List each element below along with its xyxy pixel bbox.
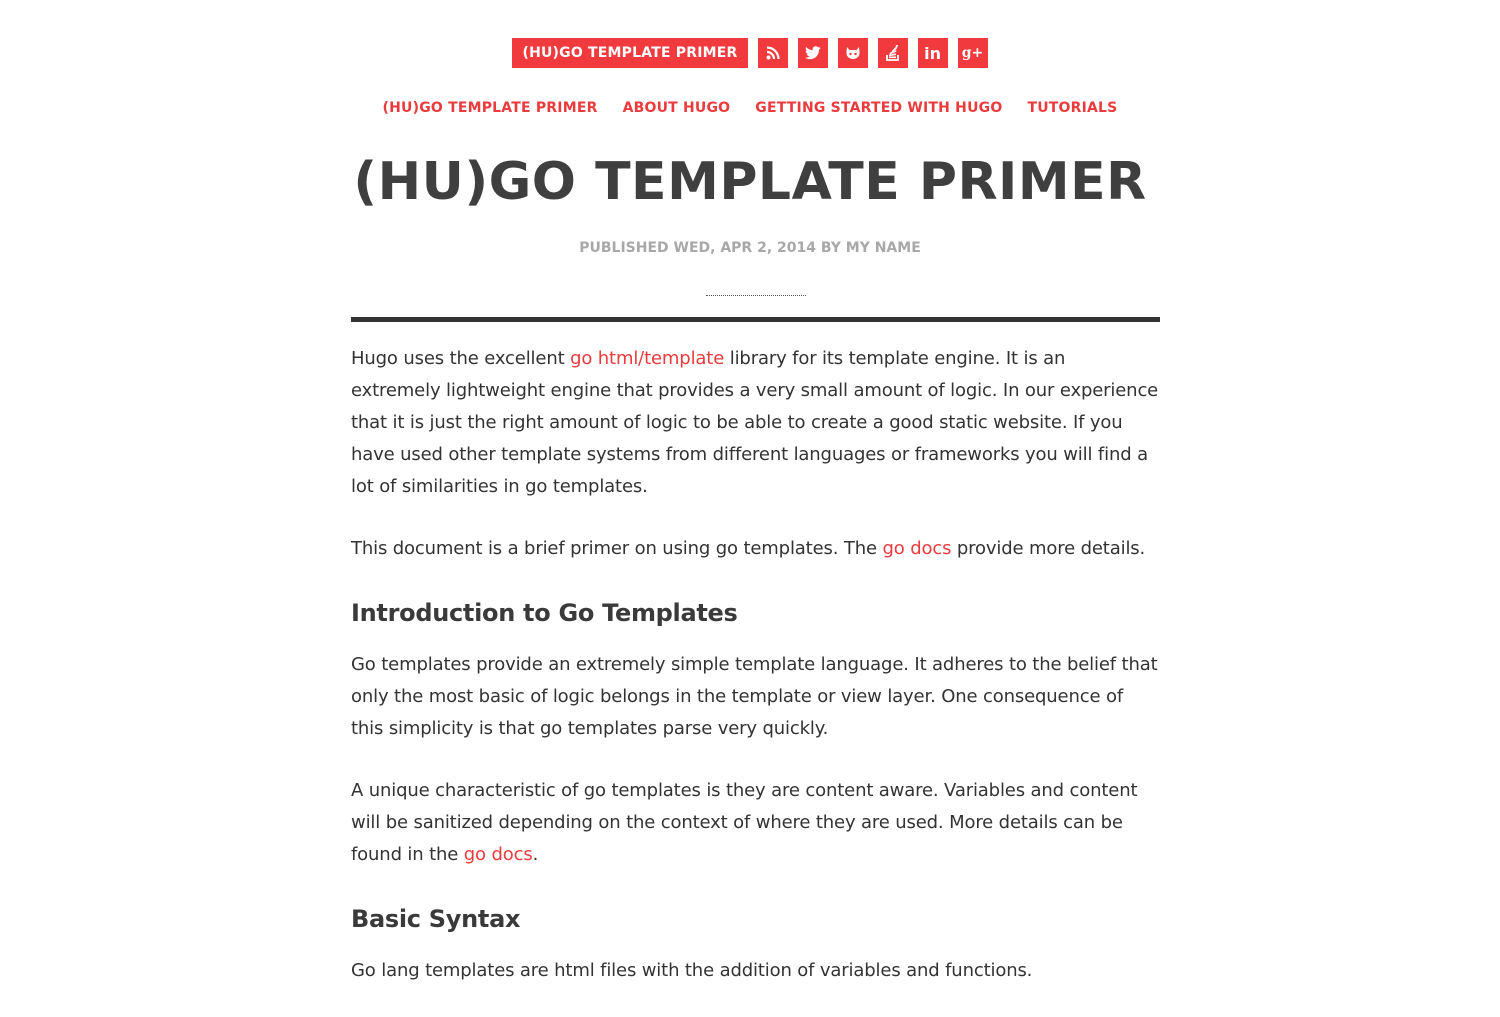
google-plus-icon: g+ <box>961 45 984 61</box>
heading-basic-syntax: Basic Syntax <box>351 905 521 933</box>
github-link[interactable] <box>838 38 868 68</box>
rss-link[interactable] <box>758 38 788 68</box>
top-bar <box>0 38 1500 68</box>
nav-item-template-primer[interactable]: (HU)GO TEMPLATE PRIMER <box>382 100 598 116</box>
twitter-link[interactable] <box>798 38 828 68</box>
linkedin-icon: in <box>924 43 941 63</box>
nav-item-about-hugo[interactable]: ABOUT HUGO <box>622 100 731 116</box>
go-docs-link-2[interactable]: go docs <box>463 844 533 865</box>
header-rule <box>351 317 1160 322</box>
nav-item-getting-started[interactable]: GETTING STARTED WITH HUGO <box>755 100 1003 116</box>
page-title: (HU)GO TEMPLATE PRIMER <box>353 152 1147 212</box>
paragraph-content-aware: A unique characteristic of go templates is they are content aware. Variables and content will be sanitized depending on the context of where they are used. More details can be found in the go docs. <box>351 780 1138 865</box>
heading-introduction: Introduction to Go Templates <box>351 599 738 627</box>
paragraph-simple-language: Go templates provide an extremely simple template language. It adheres to the belief that only the most basic of logic belongs in the template or view layer. One consequence of this simplicity is that go templates parse very quickly. <box>351 654 1158 739</box>
twitter-icon <box>805 46 821 60</box>
stackoverflow-link[interactable] <box>878 38 908 68</box>
go-docs-link[interactable]: go docs <box>882 538 952 559</box>
dotted-divider <box>706 295 806 296</box>
paragraph-primer: This document is a brief primer on using go templates. The go docs provide more details. <box>351 538 1146 559</box>
post-byline: PUBLISHED WED, APR 2, 2014 BY MY NAME <box>579 240 921 256</box>
stackoverflow-icon <box>886 45 900 61</box>
main-nav <box>0 100 1500 116</box>
paragraph-basic-syntax: Go lang templates are html files with the addition of variables and functions. <box>351 960 1033 981</box>
brand-button[interactable]: (HU)GO TEMPLATE PRIMER <box>512 38 747 68</box>
google-plus-link[interactable] <box>958 38 988 68</box>
nav-item-tutorials[interactable]: TUTORIALS <box>1027 100 1118 116</box>
go-html-template-link[interactable]: go html/template <box>570 348 725 369</box>
linkedin-link[interactable] <box>918 38 948 68</box>
post-content <box>351 343 1160 1017</box>
paragraph-intro: Hugo uses the excellent go html/template library for its template engine. It is an extremely lightweight engine that provides a very small amount of logic. In our experience that it is just the right amount of logic to be able to create a good static website. If you have used other template systems from different languages or frameworks you will find a lot of similarities in go templates. <box>351 348 1159 497</box>
github-icon <box>845 46 861 60</box>
rss-icon <box>766 46 780 60</box>
